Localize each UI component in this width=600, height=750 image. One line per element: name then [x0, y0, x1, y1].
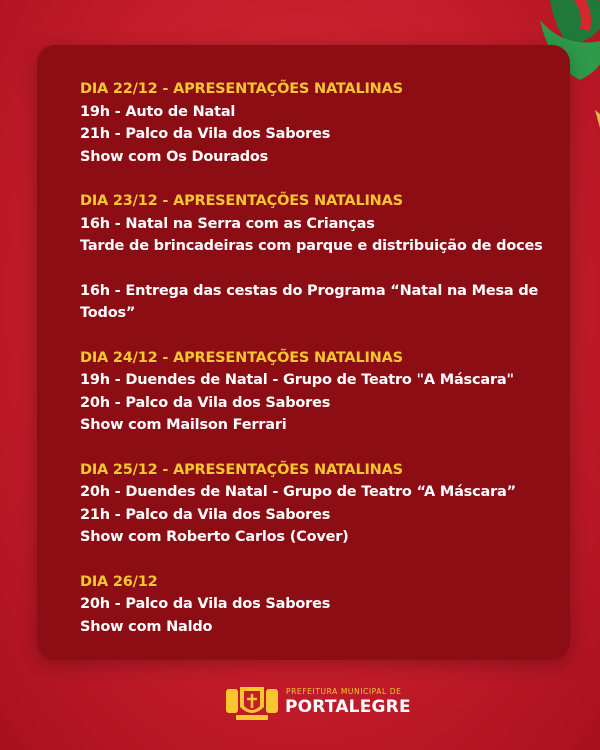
prefeitura-label: PREFEITURA MUNICIPAL DE — [286, 687, 402, 696]
city-crest-icon — [222, 683, 282, 723]
day-title: DIA 22/12 - APRESENTAÇÕES NATALINAS — [80, 81, 403, 97]
day-section — [80, 190, 560, 325]
schedule-list — [80, 78, 560, 660]
event-line: 21h - Palco da Vila dos Sabores — [80, 126, 331, 142]
event-line: 19h - Auto de Natal — [80, 103, 236, 120]
event-line: Show com Roberto Carlos (Cover) — [80, 529, 349, 545]
event-line: 20h - Palco da Vila dos Sabores — [80, 596, 331, 612]
day-section — [80, 347, 560, 437]
event-line: Tarde de brincadeiras com parque e distribuição de doces — [80, 238, 543, 254]
day-section — [80, 571, 560, 639]
day-title: DIA 26/12 — [80, 573, 158, 590]
event-line: Show com Naldo — [80, 618, 213, 635]
day-section — [80, 459, 560, 549]
day-title: DIA 24/12 - APRESENTAÇÕES NATALINAS — [80, 349, 403, 366]
event-line: 20h - Duendes de Natal - Grupo de Teatro “A Máscara” — [80, 484, 516, 500]
event-line: Show com Mailson Ferrari — [80, 417, 287, 433]
event-line: 19h - Duendes de Natal - Grupo de Teatro "A Máscara" — [80, 372, 514, 388]
spacer — [80, 258, 560, 280]
event-line: 16h - Natal na Serra com as Crianças — [80, 215, 375, 232]
event-line: 16h - Entrega das cestas do Programa “Natal na Mesa de Todos” — [80, 282, 539, 321]
day-title: DIA 25/12 - APRESENTAÇÕES NATALINAS — [80, 461, 403, 478]
city-logo — [222, 683, 411, 723]
event-line: Show com Os Dourados — [80, 148, 269, 165]
city-name: PORTALEGRE — [285, 697, 411, 717]
event-line: 21h - Palco da Vila dos Sabores — [80, 506, 331, 523]
event-line: 20h - Palco da Vila dos Sabores — [80, 394, 331, 411]
day-title: DIA 23/12 - APRESENTAÇÕES NATALINAS — [80, 193, 403, 209]
day-section — [80, 78, 560, 168]
